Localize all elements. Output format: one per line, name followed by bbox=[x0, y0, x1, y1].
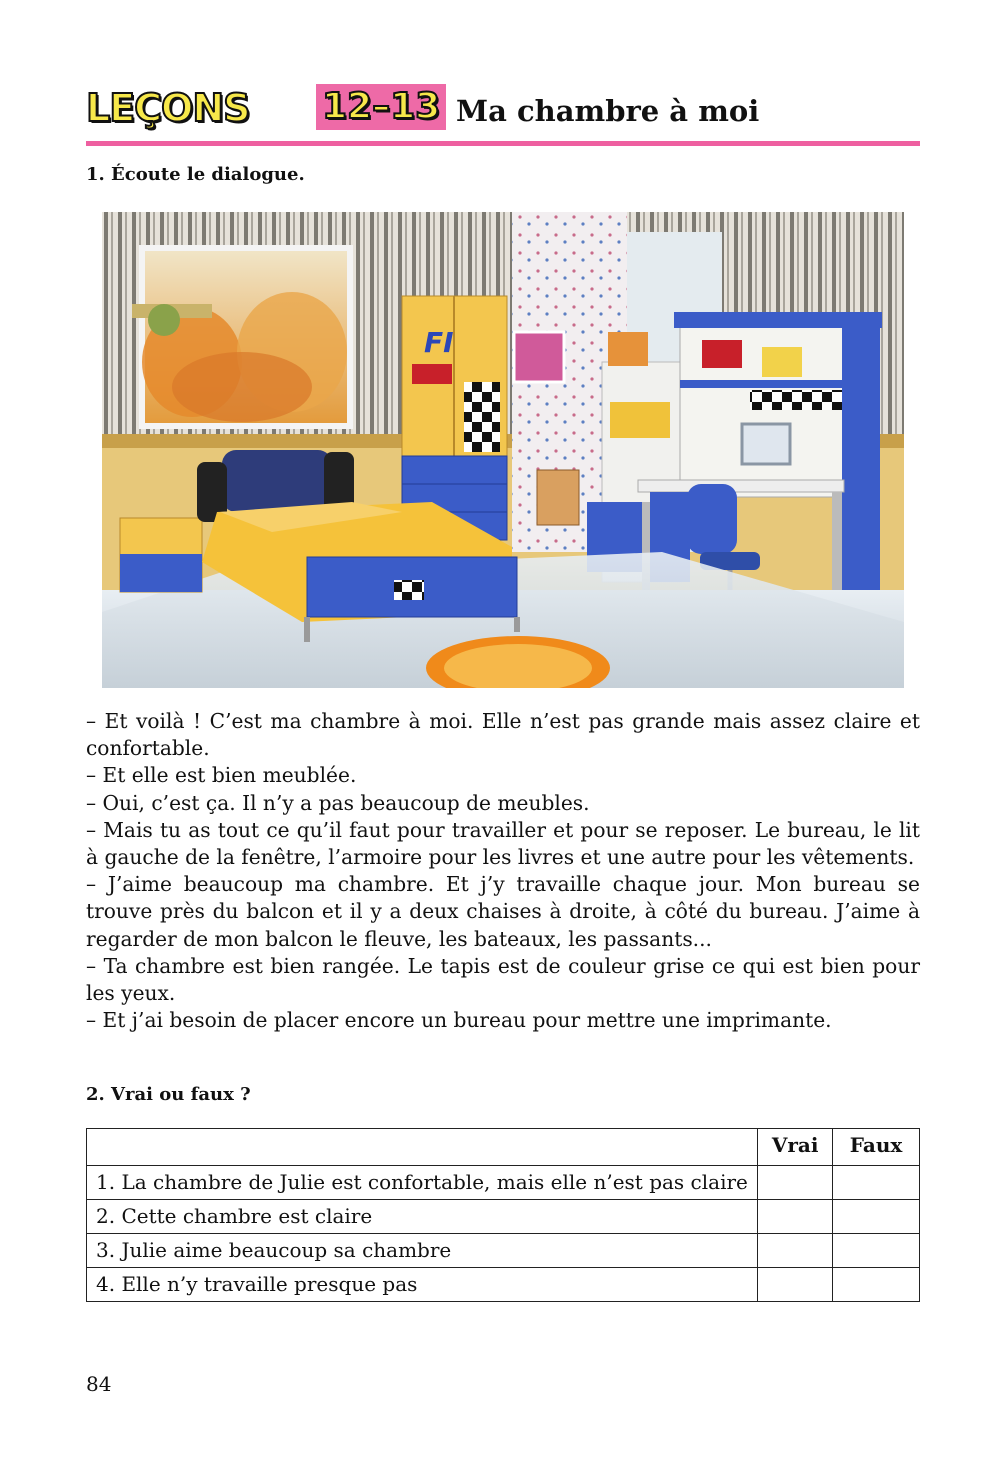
statement-cell: 2. Cette chambre est claire bbox=[87, 1200, 758, 1234]
statement-cell: 4. Elle n’y travaille presque pas bbox=[87, 1268, 758, 1302]
dialogue-line: – Mais tu as tout ce qu’il faut pour travailler et pour se reposer. Le bureau, le lit à gauche de la fenêtre, l’armoire pour les livres et une autre pour les vêtements. bbox=[86, 817, 920, 870]
dialogue-line: – Et j’ai besoin de placer encore un bureau pour mettre une imprimante. bbox=[86, 1008, 832, 1033]
exercise-2-title: 2. Vrai ou faux ? bbox=[86, 1084, 251, 1105]
dialogue-text bbox=[86, 708, 920, 1034]
table-row bbox=[87, 1166, 920, 1200]
bedroom-photo bbox=[102, 212, 904, 688]
table-header-row bbox=[87, 1129, 920, 1166]
true-false-table bbox=[86, 1128, 920, 1302]
statement-cell: 1. La chambre de Julie est confortable, mais elle n’est pas claire bbox=[87, 1166, 758, 1200]
lesson-number-badge: 12–13 bbox=[316, 84, 446, 130]
table-header-faux: Faux bbox=[833, 1129, 920, 1166]
faux-cell[interactable] bbox=[833, 1234, 920, 1268]
vrai-cell[interactable] bbox=[758, 1166, 833, 1200]
vrai-cell[interactable] bbox=[758, 1200, 833, 1234]
exercise-1-title: 1. Écoute le dialogue. bbox=[86, 164, 305, 185]
dialogue-line: – Oui, c’est ça. Il n’y a pas beaucoup de meubles. bbox=[86, 790, 590, 815]
table-row bbox=[87, 1234, 920, 1268]
lesson-title: Ma chambre à moi bbox=[456, 94, 760, 128]
table-header-statement bbox=[87, 1129, 758, 1166]
table-row bbox=[87, 1200, 920, 1234]
faux-cell[interactable] bbox=[833, 1268, 920, 1302]
dialogue-line: – Ta chambre est bien rangée. Le tapis est de couleur grise ce qui est bien pour les yeux. bbox=[86, 953, 920, 1006]
faux-cell[interactable] bbox=[833, 1166, 920, 1200]
dialogue-line: – J’aime beaucoup ma chambre. Et j’y travaille chaque jour. Mon bureau se trouve près du balcon et il y a deux chaises à droite, à côté du bureau. J’aime à regarder de mon balcon le fleuve, les bateaux, les passants... bbox=[86, 872, 920, 951]
wardrobe-logo: FI bbox=[424, 326, 454, 359]
lesson-header bbox=[86, 84, 920, 146]
header-divider bbox=[86, 141, 920, 146]
vrai-cell[interactable] bbox=[758, 1268, 833, 1302]
table-header-vrai: Vrai bbox=[758, 1129, 833, 1166]
dialogue-line: – Et voilà ! C’est ma chambre à moi. Elle n’est pas grande mais assez claire et confortable. bbox=[86, 709, 920, 761]
page-number: 84 bbox=[86, 1372, 112, 1396]
dialogue-line: – Et elle est bien meublée. bbox=[86, 763, 357, 788]
lesson-label: LEÇONS bbox=[86, 86, 250, 130]
statement-cell: 3. Julie aime beaucoup sa chambre bbox=[87, 1234, 758, 1268]
table-row bbox=[87, 1268, 920, 1302]
vrai-cell[interactable] bbox=[758, 1234, 833, 1268]
faux-cell[interactable] bbox=[833, 1200, 920, 1234]
